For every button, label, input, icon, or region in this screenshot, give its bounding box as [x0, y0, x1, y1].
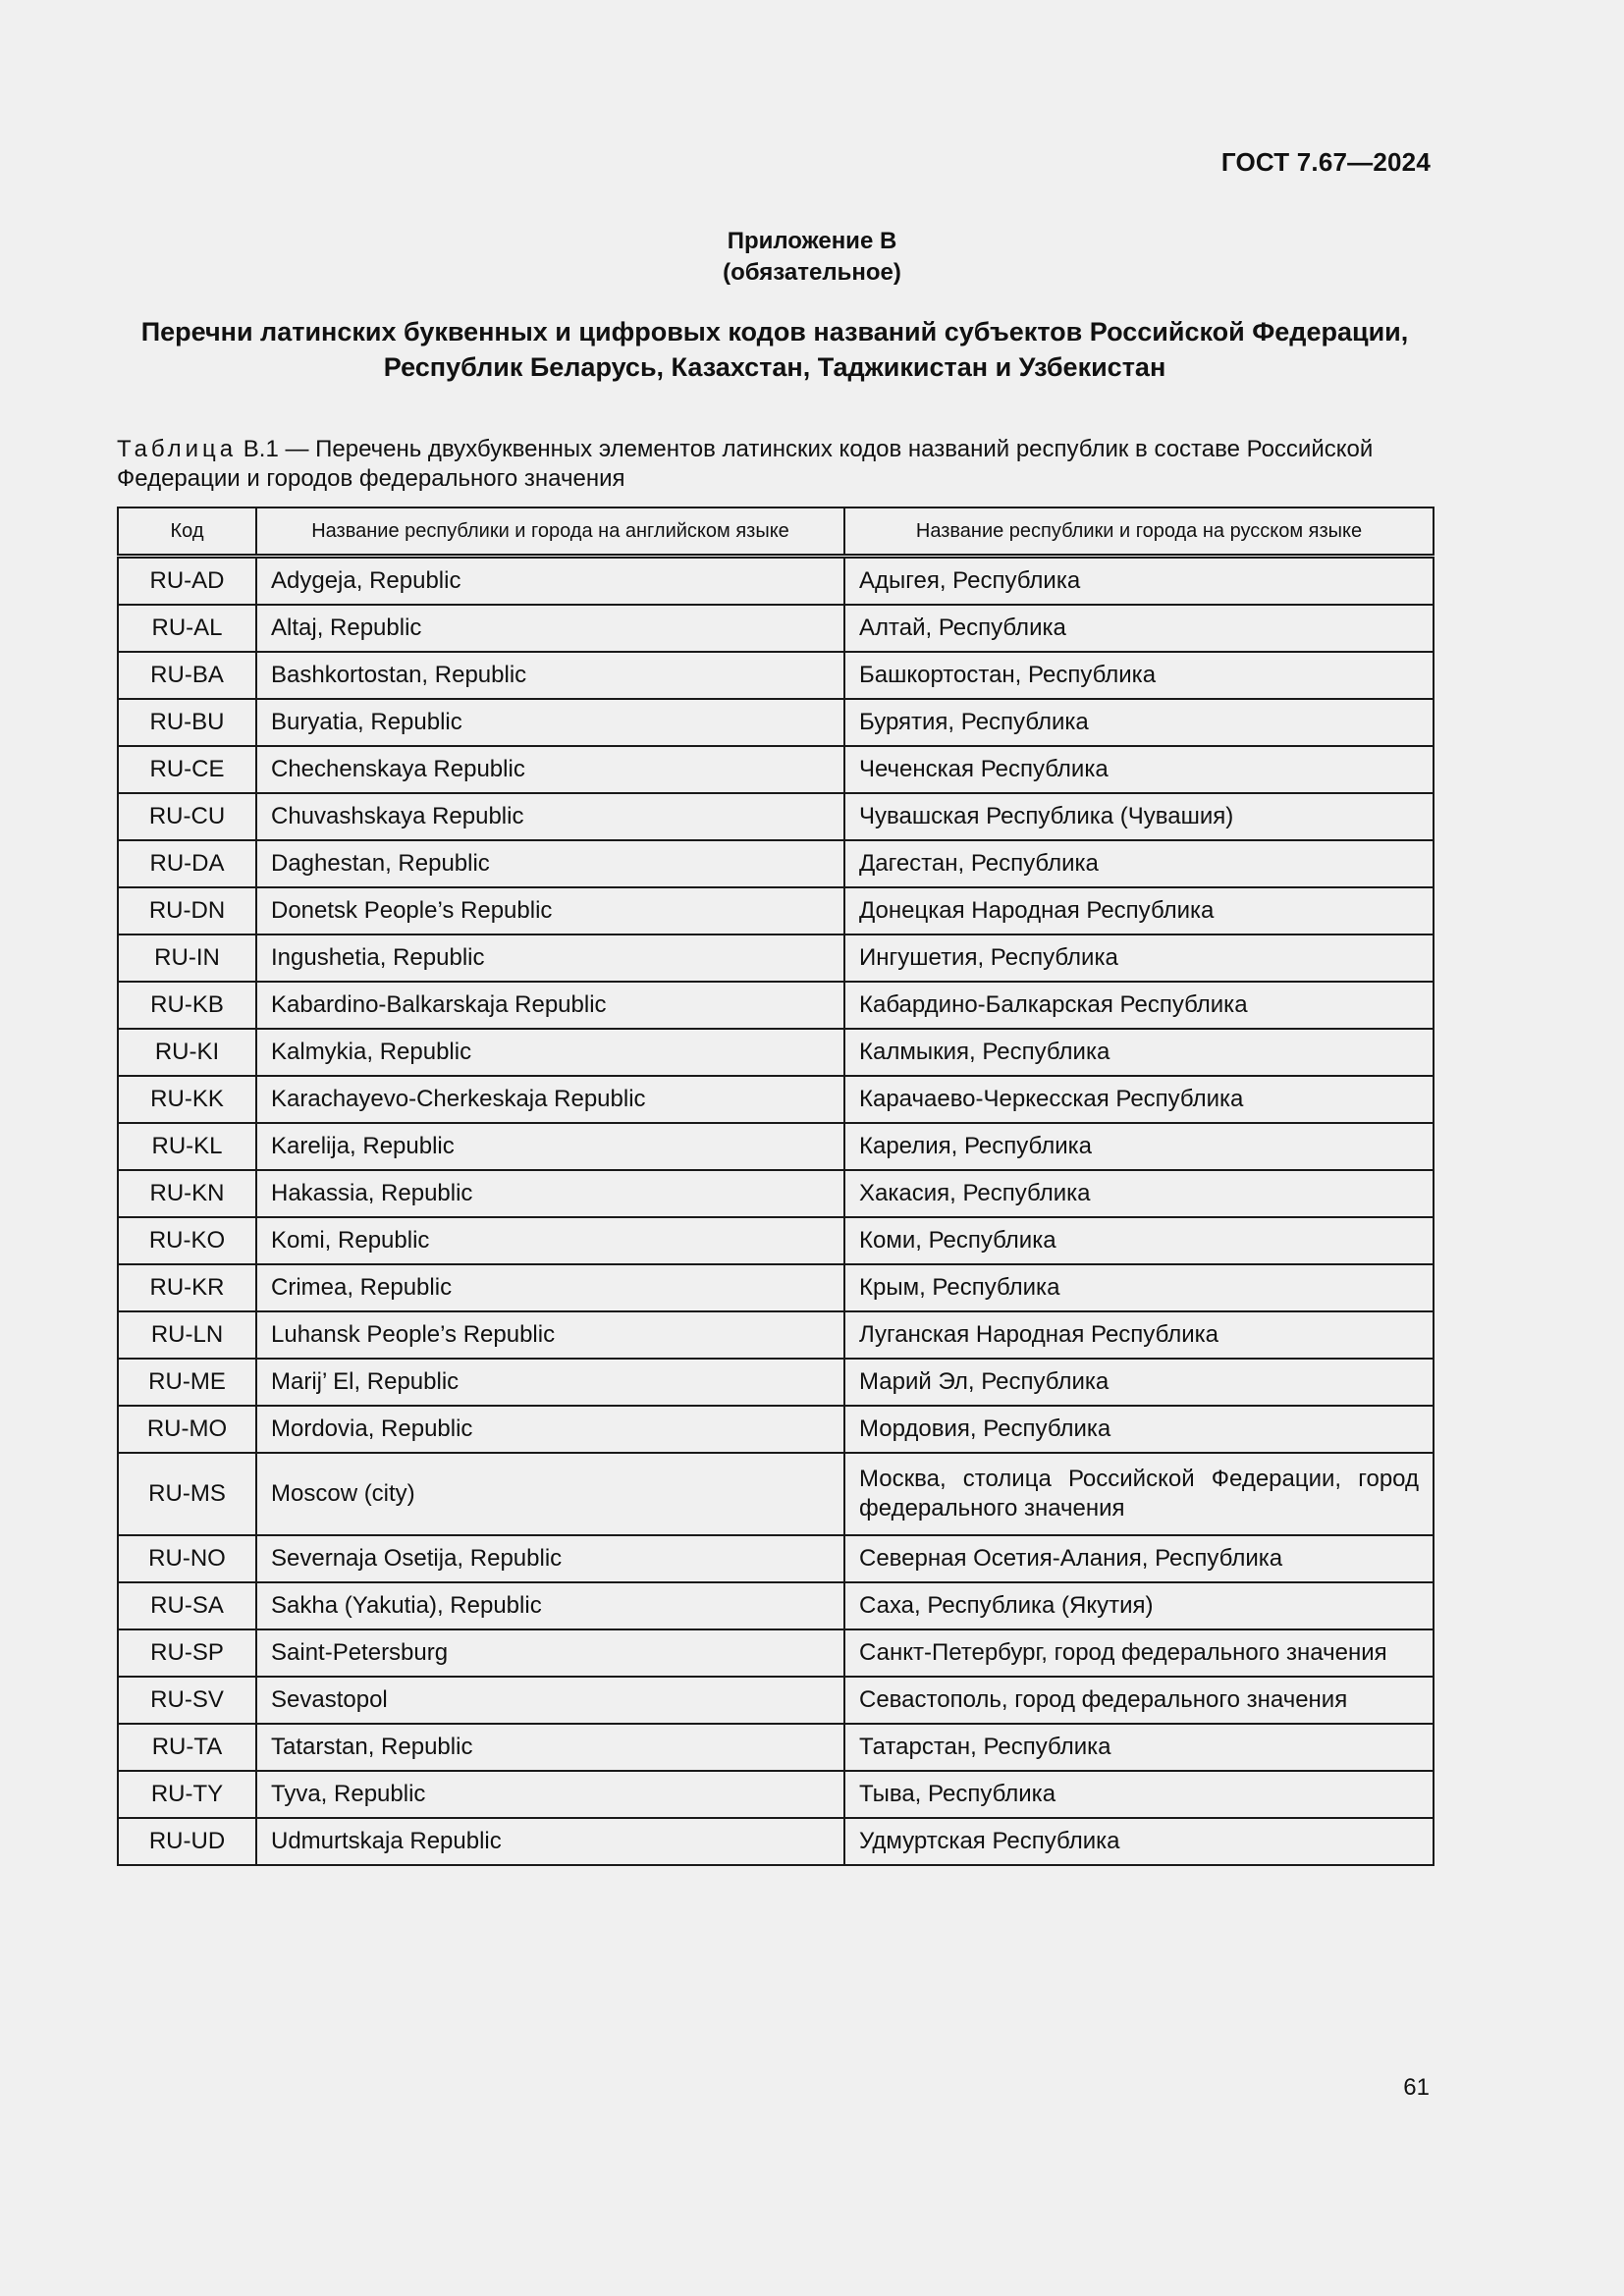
russian-name-cell: Северная Осетия-Алания, Республика: [844, 1535, 1434, 1582]
english-name-cell: Karelija, Republic: [256, 1123, 844, 1170]
code-cell: RU-BA: [118, 652, 256, 699]
table-row: [118, 1677, 1434, 1724]
russian-name-cell: Удмуртская Республика: [844, 1818, 1434, 1865]
russian-name-cell: Донецкая Народная Республика: [844, 887, 1434, 934]
english-name-cell: Ingushetia, Republic: [256, 934, 844, 982]
table-row: [118, 934, 1434, 982]
code-cell: RU-AL: [118, 605, 256, 652]
english-name-cell: Moscow (city): [256, 1453, 844, 1535]
english-name-cell: Hakassia, Republic: [256, 1170, 844, 1217]
table-row: [118, 1170, 1434, 1217]
table-row: [118, 1029, 1434, 1076]
table-header-row: [118, 507, 1434, 557]
table-row: [118, 1724, 1434, 1771]
code-cell: RU-KO: [118, 1217, 256, 1264]
english-name-cell: Sevastopol: [256, 1677, 844, 1724]
code-cell: RU-KI: [118, 1029, 256, 1076]
code-cell: RU-CE: [118, 746, 256, 793]
russian-name-cell: Москва, столица Российской Федерации, город федерального значения: [844, 1453, 1434, 1535]
table-row: [118, 652, 1434, 699]
english-name-cell: Severnaja Osetija, Republic: [256, 1535, 844, 1582]
russian-name-cell: Крым, Республика: [844, 1264, 1434, 1311]
table-row: [118, 699, 1434, 746]
table-row: [118, 982, 1434, 1029]
page-number: 61: [1403, 2074, 1430, 2101]
table-row: [118, 605, 1434, 652]
code-cell: RU-LN: [118, 1311, 256, 1359]
table-row: [118, 1217, 1434, 1264]
table-row: [118, 793, 1434, 840]
russian-name-cell: Алтай, Республика: [844, 605, 1434, 652]
table-row: [118, 840, 1434, 887]
english-name-cell: Komi, Republic: [256, 1217, 844, 1264]
table-row: [118, 1629, 1434, 1677]
russian-name-cell: Хакасия, Республика: [844, 1170, 1434, 1217]
table-row: [118, 1582, 1434, 1629]
russian-name-cell: Мордовия, Республика: [844, 1406, 1434, 1453]
table-row: [118, 1123, 1434, 1170]
english-name-cell: Crimea, Republic: [256, 1264, 844, 1311]
russian-name-cell: Дагестан, Республика: [844, 840, 1434, 887]
page-title: [108, 314, 1441, 385]
english-name-cell: Tatarstan, Republic: [256, 1724, 844, 1771]
table-row: [118, 1771, 1434, 1818]
table-row: [118, 1453, 1434, 1535]
document-code: ГОСТ 7.67—2024: [1220, 147, 1431, 177]
russian-name-cell: Татарстан, Республика: [844, 1724, 1434, 1771]
russian-name-cell: Севастополь, город федерального значения: [844, 1677, 1434, 1724]
code-cell: RU-NO: [118, 1535, 256, 1582]
russian-name-cell: Саха, Республика (Якутия): [844, 1582, 1434, 1629]
english-name-cell: Kabardino-Balkarskaja Republic: [256, 982, 844, 1029]
russian-name-cell: Санкт-Петербург, город федерального значения: [844, 1629, 1434, 1677]
code-cell: RU-KN: [118, 1170, 256, 1217]
page-title-line-1: Перечни латинских буквенных и цифровых кодов названий субъектов Российской Федерации,: [140, 317, 1409, 347]
table-row: [118, 1818, 1434, 1865]
table-caption: [117, 435, 1433, 494]
code-cell: RU-DA: [118, 840, 256, 887]
english-name-cell: Chechenskaya Republic: [256, 746, 844, 793]
english-name-cell: Karachayevo-Cherkeskaja Republic: [256, 1076, 844, 1123]
code-cell: RU-IN: [118, 934, 256, 982]
code-cell: RU-UD: [118, 1818, 256, 1865]
table-row: [118, 746, 1434, 793]
russian-name-cell: Бурятия, Республика: [844, 699, 1434, 746]
russian-name-cell: Чеченская Республика: [844, 746, 1434, 793]
english-name-cell: Daghestan, Republic: [256, 840, 844, 887]
english-name-cell: Adygeja, Republic: [256, 557, 844, 606]
table-body: [118, 557, 1434, 1866]
code-cell: RU-AD: [118, 557, 256, 606]
russian-name-cell: Ингушетия, Республика: [844, 934, 1434, 982]
english-name-cell: Marij’ El, Republic: [256, 1359, 844, 1406]
english-name-cell: Udmurtskaja Republic: [256, 1818, 844, 1865]
table-row: [118, 887, 1434, 934]
english-name-cell: Tyva, Republic: [256, 1771, 844, 1818]
code-cell: RU-TY: [118, 1771, 256, 1818]
table-row: [118, 1359, 1434, 1406]
english-name-cell: Chuvashskaya Republic: [256, 793, 844, 840]
column-header-code: Код: [118, 507, 256, 557]
column-header-russian-name: Название республики и города на русском языке: [844, 507, 1434, 557]
code-cell: RU-DN: [118, 887, 256, 934]
appendix-status: (обязательное): [723, 259, 901, 286]
code-cell: RU-SV: [118, 1677, 256, 1724]
russian-name-cell: Тыва, Республика: [844, 1771, 1434, 1818]
russian-name-cell: Луганская Народная Республика: [844, 1311, 1434, 1359]
english-name-cell: Donetsk People’s Republic: [256, 887, 844, 934]
code-cell: RU-ME: [118, 1359, 256, 1406]
code-cell: RU-MO: [118, 1406, 256, 1453]
russian-name-cell: Чувашская Республика (Чувашия): [844, 793, 1434, 840]
english-name-cell: Altaj, Republic: [256, 605, 844, 652]
russian-name-cell: Коми, Республика: [844, 1217, 1434, 1264]
table-row: [118, 1264, 1434, 1311]
table-row: [118, 1535, 1434, 1582]
code-cell: RU-KL: [118, 1123, 256, 1170]
code-cell: RU-SA: [118, 1582, 256, 1629]
table-caption-prefix: Таблица: [117, 436, 238, 462]
english-name-cell: Buryatia, Republic: [256, 699, 844, 746]
page-title-line-2: Республик Беларусь, Казахстан, Таджикистан и Узбекистан: [383, 352, 1166, 382]
column-header-english-name: Название республики и города на английском языке: [256, 507, 844, 557]
russian-name-cell: Карелия, Республика: [844, 1123, 1434, 1170]
english-name-cell: Saint-Petersburg: [256, 1629, 844, 1677]
russian-name-cell: Карачаево-Черкесская Республика: [844, 1076, 1434, 1123]
appendix-heading: [0, 226, 1624, 289]
code-cell: RU-BU: [118, 699, 256, 746]
english-name-cell: Sakha (Yakutia), Republic: [256, 1582, 844, 1629]
code-cell: RU-MS: [118, 1453, 256, 1535]
code-cell: RU-KK: [118, 1076, 256, 1123]
table-row: [118, 1406, 1434, 1453]
code-cell: RU-CU: [118, 793, 256, 840]
english-name-cell: Bashkortostan, Republic: [256, 652, 844, 699]
english-name-cell: Luhansk People’s Republic: [256, 1311, 844, 1359]
russian-name-cell: Адыгея, Республика: [844, 557, 1434, 606]
code-cell: RU-KR: [118, 1264, 256, 1311]
table-row: [118, 557, 1434, 606]
table-row: [118, 1076, 1434, 1123]
code-cell: RU-TA: [118, 1724, 256, 1771]
russian-name-cell: Кабардино-Балкарская Республика: [844, 982, 1434, 1029]
code-cell: RU-KB: [118, 982, 256, 1029]
codes-table: [117, 507, 1435, 1866]
russian-name-cell: Калмыкия, Республика: [844, 1029, 1434, 1076]
english-name-cell: Kalmykia, Republic: [256, 1029, 844, 1076]
table-row: [118, 1311, 1434, 1359]
english-name-cell: Mordovia, Republic: [256, 1406, 844, 1453]
appendix-label: Приложение В: [727, 228, 897, 254]
code-cell: RU-SP: [118, 1629, 256, 1677]
russian-name-cell: Башкортостан, Республика: [844, 652, 1434, 699]
table-caption-text: В.1 — Перечень двухбуквенных элементов латинских кодов названий республик в составе Российской Федерации и городов федерального значения: [117, 436, 1374, 492]
russian-name-cell: Марий Эл, Республика: [844, 1359, 1434, 1406]
